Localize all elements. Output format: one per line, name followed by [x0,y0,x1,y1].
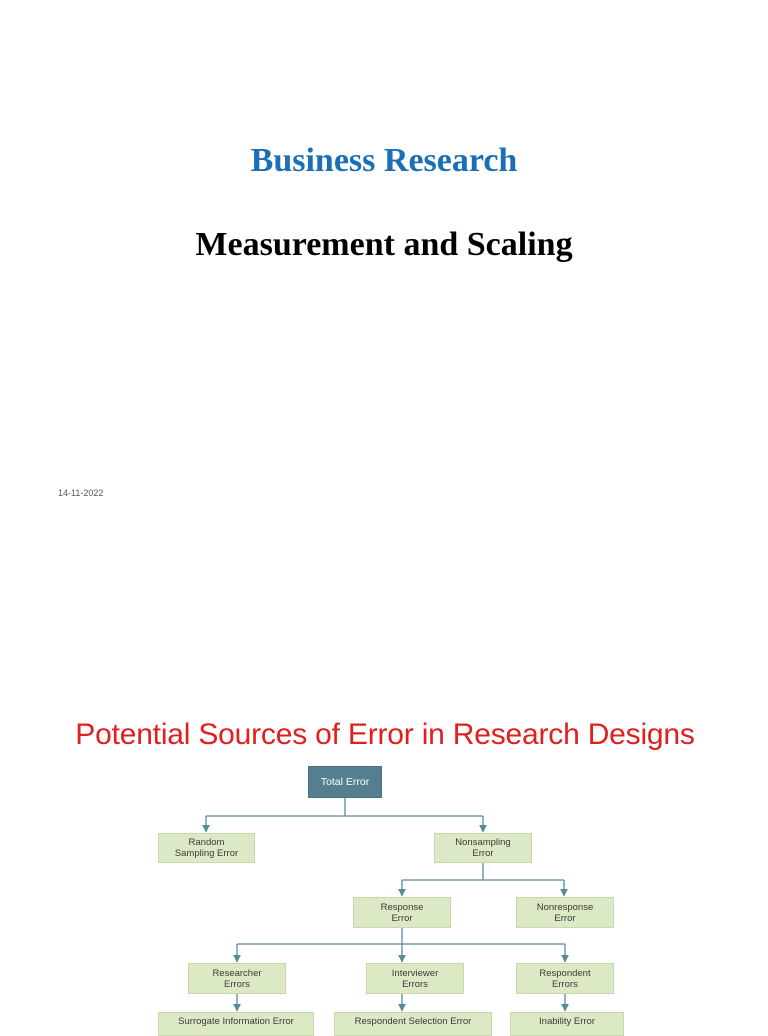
node-total-error: Total Error [308,766,382,798]
node-interviewer-errors: Interviewer Errors [366,963,464,994]
node-surrogate-information-error: Surrogate Information Error [158,1012,314,1036]
node-nonsampling-error: Nonsampling Error [434,833,532,863]
node-response-error: Response Error [353,897,451,928]
node-researcher-errors: Researcher Errors [188,963,286,994]
node-inability-error: Inability Error [510,1012,624,1036]
slide-subtitle: Measurement and Scaling [195,226,573,263]
node-nonresponse-error: Nonresponse Error [516,897,614,928]
slide-title: Business Research [250,142,518,179]
node-random-sampling-error: Random Sampling Error [158,833,255,863]
node-respondent-selection-error: Respondent Selection Error [334,1012,492,1036]
node-respondent-errors: Respondent Errors [516,963,614,994]
slide-title: Potential Sources of Error in Research Designs [75,718,695,751]
slide-date: 14-11-2022 [58,488,104,498]
slide-2 [0,700,768,1027]
